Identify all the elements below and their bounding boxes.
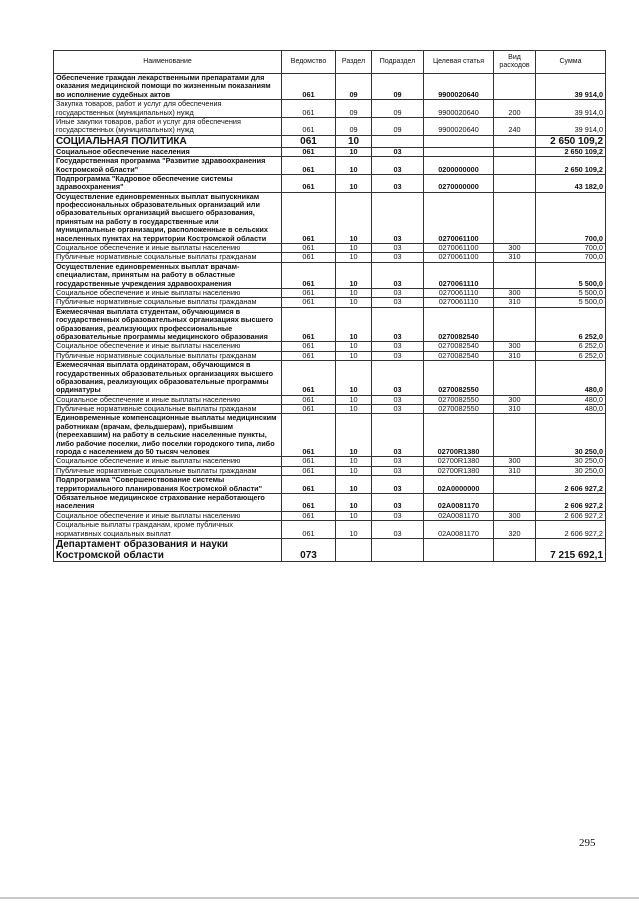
row-section: 10 [336,288,372,297]
row-name: Единовременные компенсационные выплаты медицинским работникам (врачам, фельдшерам), прибывшим (переехавшим) на работу в сельские населенные пункты, либо рабочие поселки, либо поселки городского типа, либо города с населением до 50 тысяч человек [54,414,282,457]
row-section [336,538,372,561]
table-row [54,405,606,414]
row-expense: 300 [494,244,536,253]
row-sum: 39 914,0 [536,100,606,118]
row-target: 0270082540 [424,351,494,360]
table-row [54,538,606,561]
row-name: Социальное обеспечение и иные выплаты населению [54,395,282,404]
row-target: 0270061100 [424,244,494,253]
table-row [54,521,606,539]
row-subsection: 03 [372,307,424,342]
header-section: Раздел [336,51,372,74]
row-subsection: 03 [372,262,424,288]
row-name: Осуществление единовременных выплат врачам-специалистам, принятым на работу в областные государственные учреждения здравоохранения [54,262,282,288]
row-subsection: 03 [372,521,424,539]
row-expense: 300 [494,511,536,520]
row-section: 10 [336,262,372,288]
row-section: 10 [336,307,372,342]
row-dept: 061 [282,174,336,192]
row-name: Осуществление единовременных выплат выпускникам профессиональных образовательных организаций или образовательных организаций высшего образования, принятым на работу в государственные или муниципальные организации, расположенные в сельских населенных пунктах на территории Костромской области [54,192,282,243]
row-subsection: 03 [372,157,424,175]
row-subsection: 03 [372,244,424,253]
row-name: Подпрограмма "Кадровое обеспечение системы здравоохранения" [54,174,282,192]
row-subsection: 03 [372,405,424,414]
row-target: 02А0081170 [424,511,494,520]
row-target: 0270061110 [424,298,494,307]
table-row [54,342,606,351]
row-expense [494,147,536,156]
row-name: Публичные нормативные социальные выплаты гражданам [54,405,282,414]
row-target: 0270061100 [424,253,494,262]
row-section: 10 [336,157,372,175]
row-expense: 310 [494,298,536,307]
row-expense: 200 [494,100,536,118]
scan-edge [0,897,639,899]
header-expense: Вид расходов [494,51,536,74]
table-row [54,414,606,457]
table-row [54,174,606,192]
row-dept: 061 [282,100,336,118]
row-target: 02А0081170 [424,521,494,539]
row-sum: 2 650 109,2 [536,157,606,175]
row-sum: 480,0 [536,405,606,414]
row-expense [494,157,536,175]
row-expense [494,192,536,243]
row-target: 0270061110 [424,262,494,288]
row-sum: 2 606 927,2 [536,521,606,539]
row-dept: 073 [282,538,336,561]
row-name: Ежемесячная выплата ординаторам, обучающимся в государственных образовательных организациях высшего образования, реализующих образовательные программы ординатуры [54,361,282,396]
row-expense: 320 [494,521,536,539]
row-target: 02700R1380 [424,466,494,475]
row-section: 10 [336,511,372,520]
row-expense [494,414,536,457]
row-dept: 061 [282,192,336,243]
row-dept: 061 [282,395,336,404]
row-subsection: 03 [372,476,424,494]
row-target: 0270082540 [424,342,494,351]
row-name: Иные закупки товаров, работ и услуг для обеспечения государственных (муниципальных) нужд [54,117,282,135]
row-dept: 061 [282,405,336,414]
table-row [54,157,606,175]
row-sum: 2 606 927,2 [536,493,606,511]
row-expense [494,74,536,100]
row-subsection: 03 [372,395,424,404]
row-expense [494,493,536,511]
row-dept: 061 [282,244,336,253]
row-sum: 480,0 [536,395,606,404]
header-name: Наименование [54,51,282,74]
row-section: 10 [336,361,372,396]
page-number: 295 [579,837,596,849]
row-dept: 061 [282,307,336,342]
row-name: Ежемесячная выплата студентам, обучающимся в государственных образовательных организациях высшего образования, реализующих профессиональные образовательные программы медицинского образования [54,307,282,342]
table-row [54,361,606,396]
table-row [54,147,606,156]
row-sum: 2 606 927,2 [536,476,606,494]
row-sum: 5 500,0 [536,288,606,297]
row-section: 10 [336,395,372,404]
row-sum: 2 650 109,2 [536,147,606,156]
row-name: Социальные выплаты гражданам, кроме публичных нормативных социальных выплат [54,521,282,539]
row-sum: 700,0 [536,192,606,243]
row-subsection: 03 [372,351,424,360]
row-expense: 310 [494,351,536,360]
row-dept: 061 [282,117,336,135]
row-expense: 240 [494,117,536,135]
row-subsection: 09 [372,100,424,118]
row-name: Социальное обеспечение и иные выплаты населению [54,511,282,520]
row-sum: 6 252,0 [536,351,606,360]
row-target: 0270082550 [424,405,494,414]
row-section: 10 [336,521,372,539]
row-dept: 061 [282,351,336,360]
row-name: Социальное обеспечение населения [54,147,282,156]
row-dept: 061 [282,262,336,288]
row-sum: 30 250,0 [536,466,606,475]
table-row [54,135,606,147]
row-target [424,135,494,147]
row-sum: 43 182,0 [536,174,606,192]
row-section: 10 [336,298,372,307]
row-section: 10 [336,351,372,360]
table-row [54,244,606,253]
row-name: Социальное обеспечение и иные выплаты населению [54,244,282,253]
row-name: Обязательное медицинское страхование неработающего населения [54,493,282,511]
row-dept: 061 [282,135,336,147]
row-subsection: 03 [372,288,424,297]
row-target: 02700R1380 [424,414,494,457]
header-dept: Ведомство [282,51,336,74]
row-name: Социальное обеспечение и иные выплаты населению [54,457,282,466]
row-dept: 061 [282,361,336,396]
row-subsection: 03 [372,457,424,466]
row-dept: 061 [282,342,336,351]
row-expense [494,361,536,396]
header-sum: Сумма [536,51,606,74]
row-subsection [372,135,424,147]
row-subsection: 03 [372,511,424,520]
row-sum: 5 500,0 [536,298,606,307]
row-sum: 2 606 927,2 [536,511,606,520]
table-row [54,476,606,494]
row-target [424,147,494,156]
table-row [54,100,606,118]
table-row [54,493,606,511]
row-subsection: 03 [372,174,424,192]
row-section: 09 [336,117,372,135]
row-section: 10 [336,135,372,147]
row-section: 10 [336,342,372,351]
table-row [54,288,606,297]
row-section: 10 [336,253,372,262]
row-dept: 061 [282,414,336,457]
header-row [54,51,606,74]
row-target: 0270082550 [424,361,494,396]
row-sum: 30 250,0 [536,414,606,457]
row-subsection: 09 [372,74,424,100]
row-sum: 7 215 692,1 [536,538,606,561]
row-expense: 300 [494,288,536,297]
row-section: 10 [336,244,372,253]
budget-table [53,50,606,562]
table-row [54,298,606,307]
table-row [54,511,606,520]
row-subsection: 03 [372,493,424,511]
row-dept: 061 [282,521,336,539]
row-target: 9900020640 [424,74,494,100]
row-section: 10 [336,466,372,475]
row-subsection: 03 [372,253,424,262]
row-expense: 310 [494,253,536,262]
row-target: 9900020640 [424,117,494,135]
row-section: 10 [336,493,372,511]
row-name: Публичные нормативные социальные выплаты гражданам [54,351,282,360]
row-dept: 061 [282,493,336,511]
row-sum: 700,0 [536,253,606,262]
row-name: Социальное обеспечение и иные выплаты населению [54,342,282,351]
row-name: Социальное обеспечение и иные выплаты населению [54,288,282,297]
row-target: 0270061100 [424,192,494,243]
row-expense [494,174,536,192]
table-row [54,117,606,135]
row-target: 9900020640 [424,100,494,118]
row-subsection: 03 [372,342,424,351]
row-dept: 061 [282,298,336,307]
header-target: Целевая статья [424,51,494,74]
row-dept: 061 [282,511,336,520]
row-target [424,538,494,561]
row-target: 0270082550 [424,395,494,404]
row-target: 02А0000000 [424,476,494,494]
row-dept: 061 [282,288,336,297]
row-dept: 061 [282,74,336,100]
row-name: Государственная программа "Развитие здравоохранения Костромской области" [54,157,282,175]
row-subsection: 03 [372,466,424,475]
row-sum: 30 250,0 [536,457,606,466]
row-sum: 39 914,0 [536,117,606,135]
row-target: 0270000000 [424,174,494,192]
row-subsection: 03 [372,361,424,396]
row-sum: 700,0 [536,244,606,253]
row-section: 09 [336,74,372,100]
table-row [54,262,606,288]
row-expense [494,538,536,561]
row-expense [494,135,536,147]
row-name: Публичные нормативные социальные выплаты гражданам [54,466,282,475]
row-expense: 300 [494,395,536,404]
row-subsection: 03 [372,298,424,307]
row-subsection [372,538,424,561]
table-row [54,74,606,100]
row-name: Подпрограмма "Совершенствование системы территориального планирования Костромской области" [54,476,282,494]
row-section: 10 [336,457,372,466]
row-section: 10 [336,192,372,243]
row-subsection: 09 [372,117,424,135]
row-expense: 310 [494,405,536,414]
row-sum: 2 650 109,2 [536,135,606,147]
row-name: Закупка товаров, работ и услуг для обеспечения государственных (муниципальных) нужд [54,100,282,118]
row-name: Обеспечение граждан лекарственными препаратами для оказания медицинской помощи по жизненным показаниям во исполнение судебных актов [54,74,282,100]
header-subsection: Подраздел [372,51,424,74]
table-row [54,466,606,475]
row-sum: 6 252,0 [536,307,606,342]
row-dept: 061 [282,466,336,475]
row-section: 09 [336,100,372,118]
row-sum: 6 252,0 [536,342,606,351]
row-dept: 061 [282,157,336,175]
row-target: 02700R1380 [424,457,494,466]
row-name: Публичные нормативные социальные выплаты гражданам [54,298,282,307]
table-row [54,351,606,360]
row-subsection: 03 [372,147,424,156]
row-name: СОЦИАЛЬНАЯ ПОЛИТИКА [54,135,282,147]
row-target: 02А0081170 [424,493,494,511]
table-row [54,457,606,466]
row-dept: 061 [282,253,336,262]
row-expense [494,307,536,342]
row-section: 10 [336,476,372,494]
row-target: 0270061110 [424,288,494,297]
row-section: 10 [336,147,372,156]
row-name: Департамент образования и науки Костромской области [54,538,282,561]
row-dept: 061 [282,457,336,466]
table-row [54,253,606,262]
row-dept: 061 [282,147,336,156]
row-target: 0200000000 [424,157,494,175]
row-expense [494,476,536,494]
row-expense: 300 [494,457,536,466]
row-expense [494,262,536,288]
table-row [54,307,606,342]
row-expense: 300 [494,342,536,351]
table-row [54,192,606,243]
table-row [54,395,606,404]
row-dept: 061 [282,476,336,494]
row-sum: 5 500,0 [536,262,606,288]
row-subsection: 03 [372,192,424,243]
row-expense: 310 [494,466,536,475]
row-subsection: 03 [372,414,424,457]
row-section: 10 [336,174,372,192]
row-sum: 39 914,0 [536,74,606,100]
row-sum: 480,0 [536,361,606,396]
row-section: 10 [336,414,372,457]
row-name: Публичные нормативные социальные выплаты гражданам [54,253,282,262]
row-target: 0270082540 [424,307,494,342]
row-section: 10 [336,405,372,414]
